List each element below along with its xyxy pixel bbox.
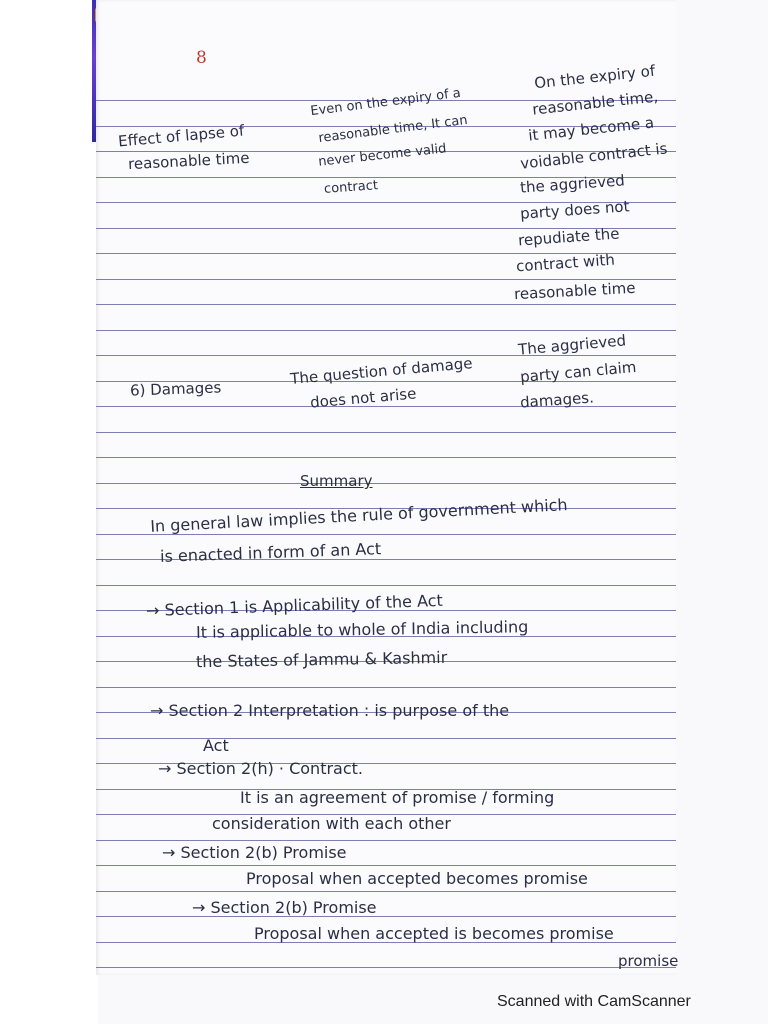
row-col-a-line: never become valid bbox=[317, 141, 448, 170]
summary-line: promise bbox=[618, 952, 679, 970]
row-col-b-line: party can claim bbox=[519, 357, 638, 387]
summary-line: the States of Jammu & Kashmir bbox=[195, 647, 448, 672]
summary-line: Proposal when accepted becomes promise bbox=[246, 869, 588, 888]
summary-line: Act bbox=[203, 736, 229, 755]
ruled-line bbox=[96, 483, 676, 484]
ruled-line bbox=[96, 916, 676, 917]
row-col-b-line: reasonable time bbox=[513, 278, 636, 304]
ruled-line bbox=[96, 355, 676, 356]
row-col-b-line: voidable contract is bbox=[519, 139, 669, 173]
row-feature-line: Effect of lapse of bbox=[117, 121, 245, 151]
ruled-line bbox=[96, 304, 676, 305]
ruled-line bbox=[96, 585, 676, 586]
row-col-b-line: the aggrieved bbox=[519, 171, 626, 197]
summary-line: → Section 2(h) · Contract. bbox=[158, 759, 363, 778]
ruled-line bbox=[96, 457, 676, 458]
ruled-line bbox=[96, 891, 676, 892]
ruled-line bbox=[96, 432, 676, 433]
row-col-b-line: On the expiry of bbox=[533, 61, 656, 93]
summary-line: is enacted in form of an Act bbox=[159, 539, 382, 566]
ruled-line bbox=[96, 840, 676, 841]
summary-line: Proposal when accepted is becomes promise bbox=[254, 924, 614, 943]
summary-line: → Section 2 Interpretation : is purpose of the bbox=[150, 701, 510, 720]
summary-line: → Section 1 is Applicability of the Act bbox=[145, 590, 444, 621]
row-col-a-line: does not arise bbox=[309, 384, 418, 412]
row-feature-line: reasonable time bbox=[127, 148, 250, 174]
summary-line: It is an agreement of promise / forming bbox=[240, 788, 555, 807]
row-col-a-line: reasonable time, It can bbox=[317, 112, 469, 147]
page-margin-left bbox=[0, 0, 98, 1024]
row-col-a-line: contract bbox=[323, 178, 379, 197]
row-col-b-line: contract with bbox=[515, 250, 616, 276]
summary-line: → Section 2(b) Promise bbox=[162, 843, 347, 862]
summary-line: → Section 2(b) Promise bbox=[192, 898, 377, 917]
row-col-a-line: Even on the expiry of a bbox=[309, 85, 462, 120]
ruled-line bbox=[96, 738, 676, 739]
ruled-line bbox=[96, 279, 676, 280]
row-col-b-line: damages. bbox=[519, 388, 595, 412]
scanner-watermark: Scanned with CamScanner bbox=[497, 993, 691, 1010]
row-col-b-line: it may become a bbox=[527, 113, 655, 145]
row-col-b-line: party does not bbox=[519, 197, 630, 223]
summary-line: It is applicable to whole of India including bbox=[195, 617, 529, 642]
ruled-line bbox=[96, 330, 676, 331]
summary-line: In general law implies the rule of government which bbox=[149, 495, 569, 536]
ruled-line bbox=[96, 687, 676, 688]
page-number: 8 bbox=[196, 48, 207, 68]
ruled-line bbox=[96, 967, 676, 968]
summary-line: consideration with each other bbox=[212, 814, 451, 833]
ruled-line bbox=[96, 865, 676, 866]
summary-heading: Summary bbox=[300, 472, 373, 490]
row-feature-line: 6) Damages bbox=[129, 378, 222, 400]
row-col-b-line: reasonable time, bbox=[531, 87, 659, 119]
row-col-a-line: The question of damage bbox=[289, 354, 474, 388]
row-col-b-line: The aggrieved bbox=[517, 331, 627, 359]
row-col-b-line: repudiate the bbox=[517, 224, 620, 250]
